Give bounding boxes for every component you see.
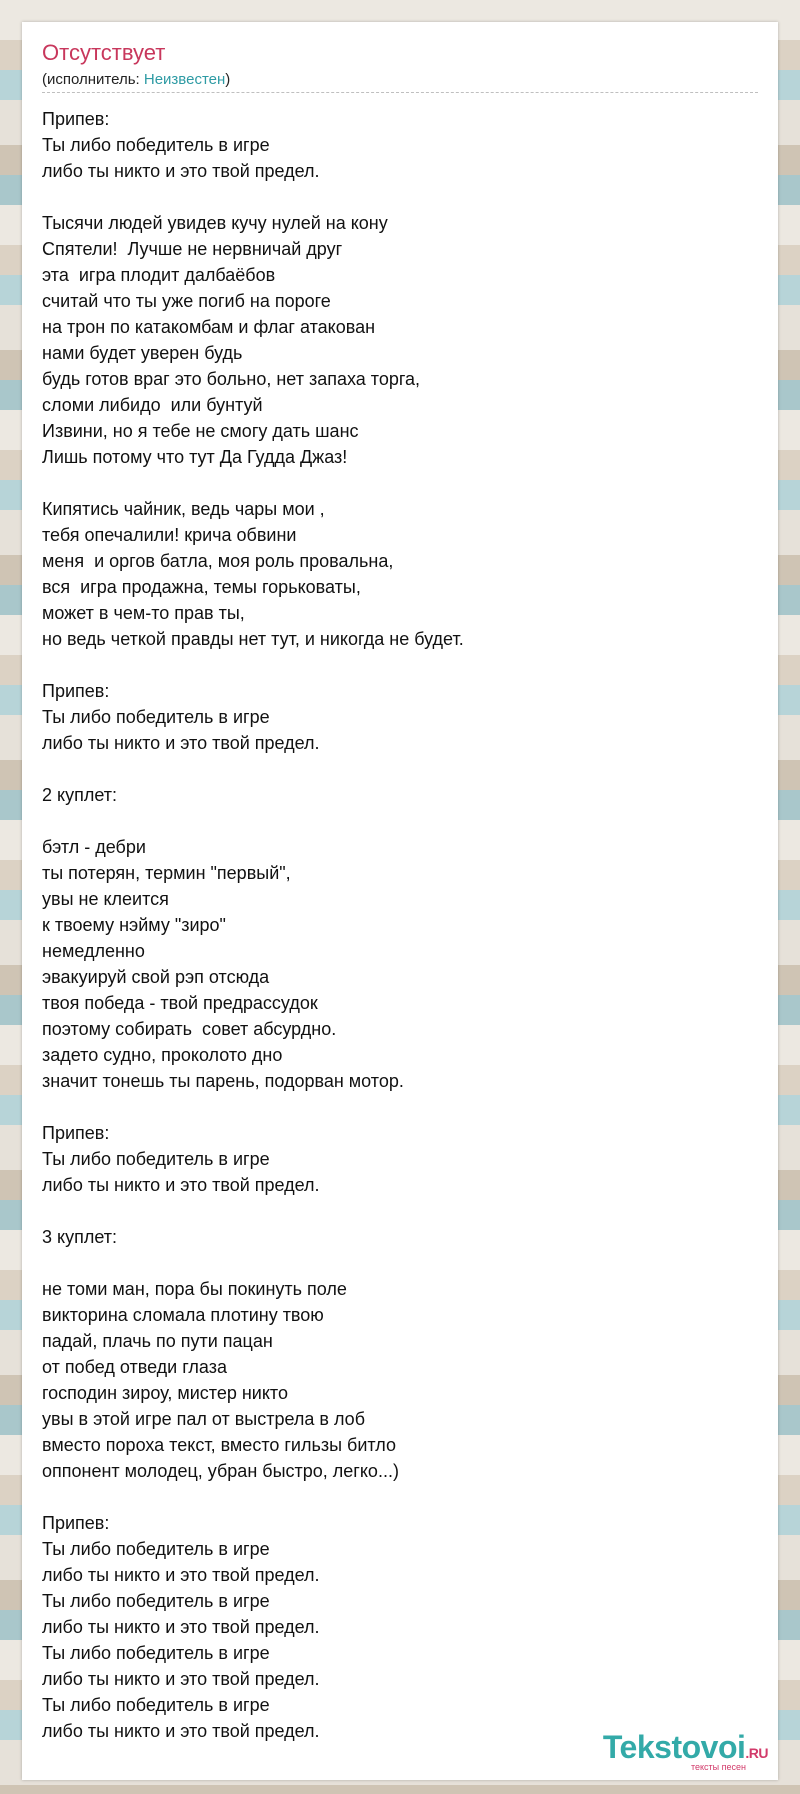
logo-wordmark	[603, 1731, 768, 1763]
lyric-line: Припев:	[42, 1513, 110, 1533]
lyric-line: ты потерян, термин "первый",	[42, 863, 291, 883]
lyric-line	[42, 1484, 758, 1510]
lyric-line: викторина сломала плотину твою	[42, 1305, 324, 1325]
lyric-line: твоя победа - твой предрассудок	[42, 993, 318, 1013]
lyric-line: к твоему нэйму "зиро"	[42, 915, 226, 935]
lyric-line: увы не клеится	[42, 889, 169, 909]
lyric-line: Кипятись чайник, ведь чары мои ,	[42, 499, 325, 519]
lyric-line: Ты либо победитель в игре	[42, 1149, 270, 1169]
lyric-line: тебя опечалили! крича обвини	[42, 525, 297, 545]
lyric-line: вместо пороха текст, вместо гильзы битло	[42, 1435, 396, 1455]
lyric-line: Припев:	[42, 109, 110, 129]
lyric-line: Ты либо победитель в игре	[42, 135, 270, 155]
lyric-line: Ты либо победитель в игре	[42, 707, 270, 727]
logo-name: Tekstovoi	[602, 1729, 746, 1765]
lyrics-card	[22, 22, 778, 1780]
lyric-line: поэтому собирать совет абсурдно.	[42, 1019, 337, 1039]
lyric-line: увы в этой игре пал от выстрела в лоб	[42, 1409, 365, 1429]
lyric-line: нами будет уверен будь	[42, 343, 243, 363]
lyric-line: Припев:	[42, 1123, 110, 1143]
lyric-line: бэтл - дебри	[42, 837, 146, 857]
lyric-line: эвакуируй свой рэп отсюда	[42, 967, 270, 987]
lyric-line: Ты либо победитель в игре	[42, 1539, 270, 1559]
lyric-line: может в чем-то прав ты,	[42, 603, 245, 623]
lyric-line: либо ты никто и это твой предел.	[42, 161, 320, 181]
lyric-line	[42, 808, 758, 834]
song-title: Отсутствует	[42, 40, 166, 65]
lyric-line	[42, 756, 758, 782]
lyric-line: немедленно	[42, 941, 145, 961]
lyric-line: не томи ман, пора бы покинуть поле	[42, 1279, 347, 1299]
lyric-line: Ты либо победитель в игре	[42, 1643, 270, 1663]
lyric-line: Извини, но я тебе не смогу дать шанс	[42, 421, 359, 441]
lyric-line: оппонент молодец, убран быстро, легко...)	[42, 1461, 399, 1481]
lyric-line	[42, 184, 758, 210]
lyric-line: меня и оргов батла, моя роль провальна,	[42, 551, 394, 571]
lyric-line: Спятели! Лучше не нервничай друг	[42, 239, 343, 259]
lyric-line: либо ты никто и это твой предел.	[42, 1669, 320, 1689]
lyric-line: Припев:	[42, 681, 110, 701]
lyric-line: Ты либо победитель в игре	[42, 1695, 270, 1715]
logo-tagline: тексты песен	[690, 1762, 746, 1772]
site-logo[interactable]	[603, 1731, 768, 1772]
artist-link[interactable]: Неизвестен	[143, 71, 226, 88]
logo-tld: .RU	[745, 1745, 768, 1761]
lyric-line: либо ты никто и это твой предел.	[42, 1617, 320, 1637]
title-divider	[42, 92, 758, 93]
lyric-line: либо ты никто и это твой предел.	[42, 1565, 320, 1585]
lyric-line: либо ты никто и это твой предел.	[42, 1721, 320, 1741]
lyric-line: эта игра плодит далбаёбов	[42, 265, 276, 285]
lyric-line: господин зироу, мистер никто	[42, 1383, 288, 1403]
lyrics-text	[42, 106, 758, 1744]
lyric-line: 3 куплет:	[42, 1227, 117, 1247]
lyric-line: Ты либо победитель в игре	[42, 1591, 270, 1611]
lyric-line: вся игра продажна, темы горьковаты,	[42, 577, 361, 597]
lyric-line: задето судно, проколото дно	[42, 1045, 283, 1065]
lyric-line: 2 куплет:	[42, 785, 117, 805]
lyric-line: Лишь потому что тут Да Гудда Джаз!	[42, 447, 348, 467]
artist-suffix: )	[225, 71, 231, 88]
artist-prefix: (исполнитель:	[42, 71, 144, 88]
lyric-line: падай, плачь по пути пацан	[42, 1331, 273, 1351]
artist-line	[42, 72, 230, 87]
lyric-line: значит тонешь ты парень, подорван мотор.	[42, 1071, 404, 1091]
lyric-line: от побед отведи глаза	[42, 1357, 227, 1377]
lyric-line: либо ты никто и это твой предел.	[42, 1175, 320, 1195]
lyric-line	[42, 1250, 758, 1276]
lyric-line: считай что ты уже погиб на пороге	[42, 291, 331, 311]
lyric-line: сломи либидо или бунтуй	[42, 395, 263, 415]
lyric-line: будь готов враг это больно, нет запаха торга,	[42, 369, 421, 389]
lyric-line: либо ты никто и это твой предел.	[42, 733, 320, 753]
lyric-line: но ведь четкой правды нет тут, и никогда не будет.	[42, 629, 464, 649]
lyric-line	[42, 1094, 758, 1120]
lyric-line	[42, 470, 758, 496]
lyric-line: на трон по катакомбам и флаг атакован	[42, 317, 376, 337]
lyric-line	[42, 652, 758, 678]
lyric-line: Тысячи людей увидев кучу нулей на кону	[42, 213, 388, 233]
lyric-line	[42, 1198, 758, 1224]
